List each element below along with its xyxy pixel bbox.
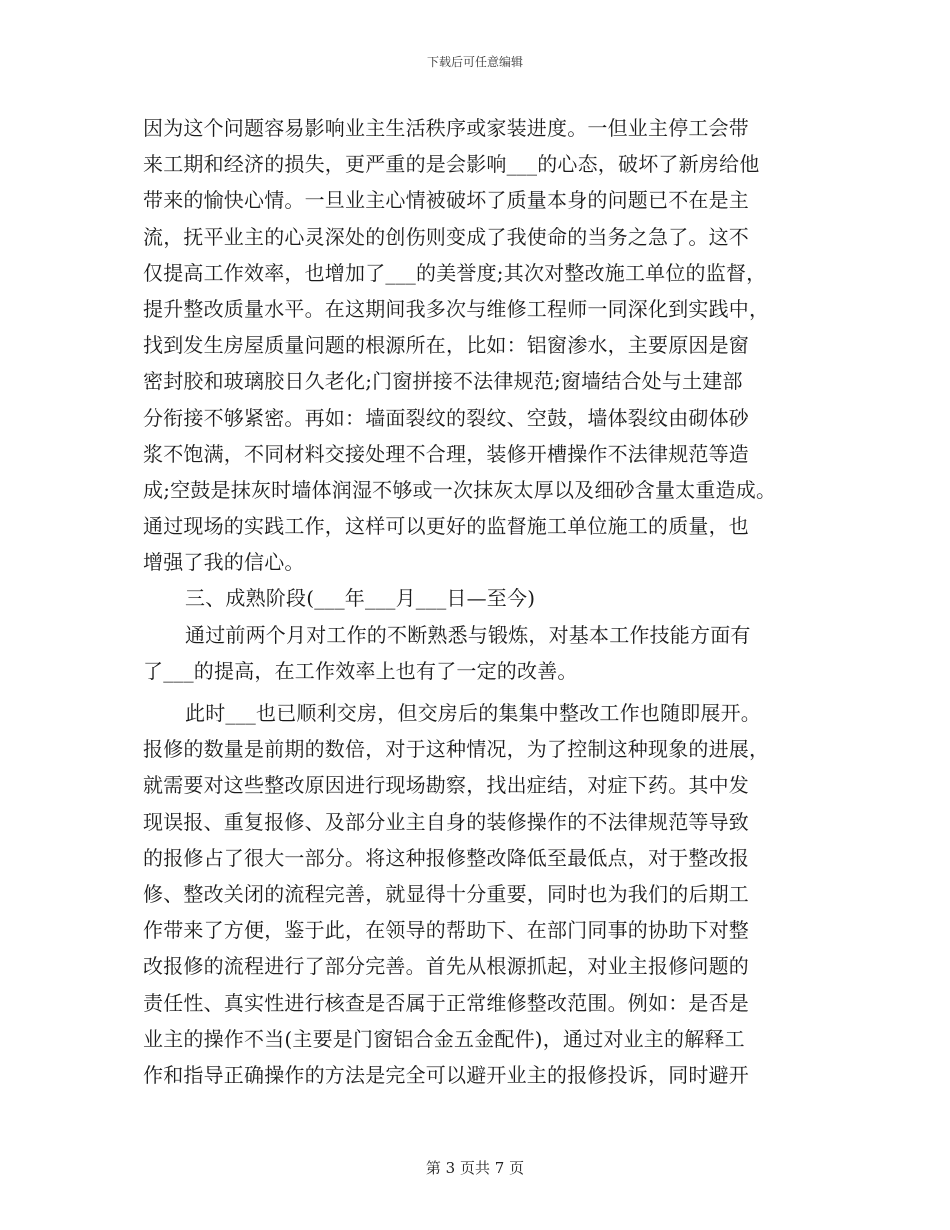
text-line: 带来的愉快心情。一旦业主心情被破坏了质量本身的问题已不在是主 [143, 188, 749, 213]
text-line: 提升整改质量水平。在这期间我多次与维修工程师一同深化到实践中， [143, 296, 770, 321]
text-line: 流，抚平业主的心灵深处的创伤则变成了我使命的当务之急了。这不 [143, 224, 749, 249]
text-line: 分衔接不够紧密。再如：墙面裂纹的裂纹、空鼓，墙体裂纹由砌体砂 [143, 405, 749, 430]
text-line: 找到发生房屋质量问题的根源所在，比如：铝窗渗水，主要原因是窗 [143, 333, 749, 358]
page-number-footer: 第 3 页共 7 页 [425, 1159, 525, 1177]
text-line: 通过前两个月对工作的不断熟悉与锻炼，对基本工作技能方面有 [185, 622, 751, 647]
text-line: 此时___也已顺利交房，但交房后的集集中整改工作也随即展开。 [185, 701, 761, 725]
text-line: 改报修的流程进行了部分完善。首先从根源抓起，对业主报修问题的 [143, 954, 749, 979]
text-line: 因为这个问题容易影响业主生活秩序或家装进度。一但业主停工会带 [143, 116, 749, 140]
section-heading: 三、成熟阶段(___年___月___日—至今) [185, 586, 536, 611]
text-line: 来工期和经济的损失，更严重的是会影响___的心态，破坏了新房给他 [143, 152, 760, 177]
text-line: 了___的提高，在工作效率上也有了一定的改善。 [143, 658, 578, 683]
text-line: 修、整改关闭的流程完善，就显得十分重要，同时也为我们的后期工 [143, 881, 749, 906]
text-line: 密封胶和玻璃胶日久老化;门窗拼接不法律规范;窗墙结合处与土建部 [143, 369, 743, 394]
text-line: 的报修占了很大一部分。将这种报修整改降低至最低点，对于整改报 [143, 845, 749, 870]
text-line: 通过现场的实践工作，这样可以更好的监督施工单位施工的质量，也 [143, 514, 749, 539]
text-line: 作和指导正确操作的方法是完全可以避开业主的报修投诉，同时避开 [143, 1062, 749, 1087]
text-line: 就需要对这些整改原因进行现场勘察，找出症结，对症下药。其中发 [143, 773, 749, 798]
text-line: 报修的数量是前期的数倍，对于这种情况，为了控制这种现象的进展， [143, 737, 770, 762]
text-line: 浆不饱满，不同材料交接处理不合理，装修开槽操作不法律规范等造 [143, 441, 749, 466]
document-body [143, 110, 803, 1093]
text-line: 业主的操作不当(主要是门窗铝合金五金配件)，通过对业主的解释工 [143, 1026, 745, 1051]
text-line: 成;空鼓是抹灰时墙体润湿不够或一次抹灰太厚以及细砂含量太重造成。 [143, 477, 777, 502]
text-line: 责任性、真实性进行核查是否属于正常维修整改范围。例如：是否是 [143, 990, 749, 1015]
text-line: 仅提高工作效率，也增加了___的美誉度;其次对整改施工单位的监督， [143, 260, 767, 285]
text-line: 增强了我的信心。 [143, 550, 305, 575]
text-line: 现误报、重复报修、及部分业主自身的装修操作的不法律规范等导致 [143, 809, 749, 834]
page-header: 下载后可任意编辑 [426, 55, 523, 69]
text-line: 作带来了方便，鉴于此，在领导的帮助下、在部门同事的协助下对整 [143, 918, 749, 943]
